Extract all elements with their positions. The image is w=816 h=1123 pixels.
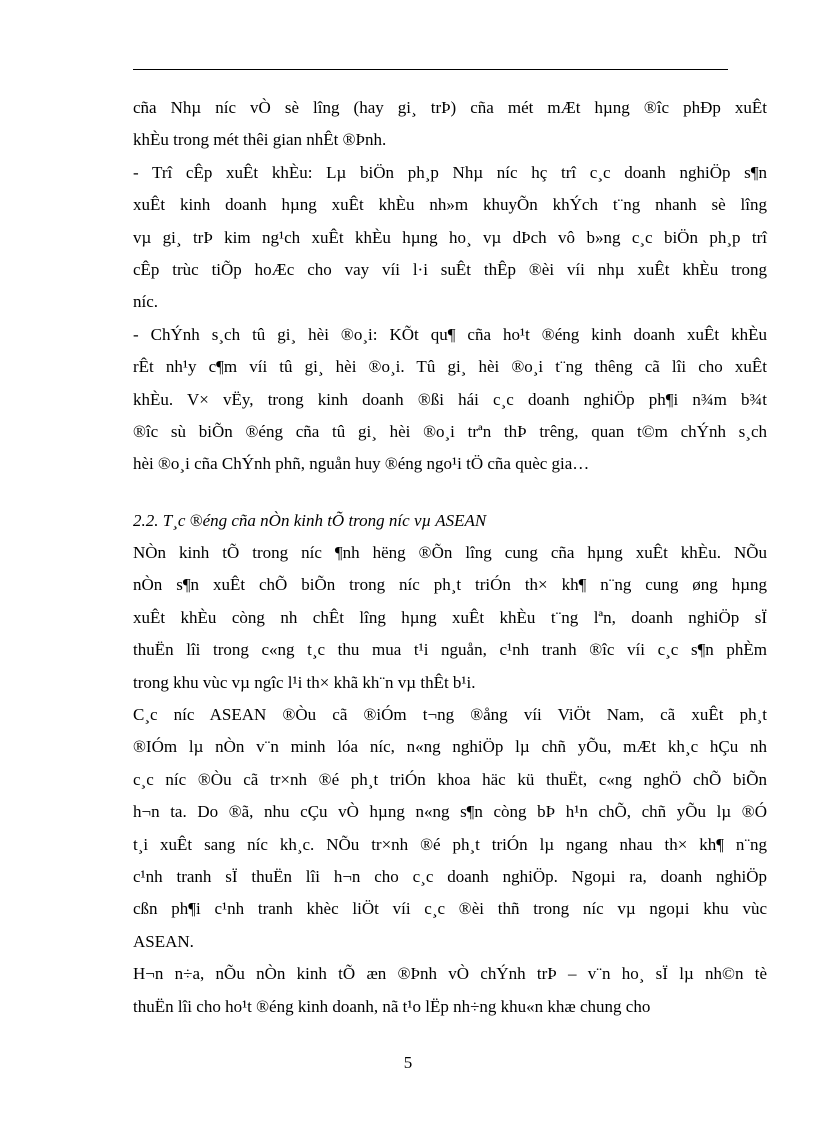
text-line: - Trî cÊp xuÊt khÈu: Lµ biÖn ph¸p Nhµ níc hç trî c¸c doanh nghiÖp s¶n <box>133 162 767 182</box>
text-line: trong khu vùc vµ ngîc l¹i th× khã kh¨n vµ thÊt b¹i. <box>133 672 476 692</box>
text-line: ASEAN. <box>133 931 194 951</box>
text-line: khÈu trong mét thêi gian nhÊt ®Þnh. <box>133 130 387 150</box>
paragraph <box>133 319 767 481</box>
text-line: cßn ph¶i c¹nh tranh khèc liÖt víi c¸c ®èi thñ trong níc vµ ngoµi khu vùc <box>133 899 767 919</box>
text-line: xuÊt kinh doanh hµng xuÊt khÈu nh»m khuyÕn khÝch t¨ng nhanh sè lîng <box>133 195 767 215</box>
text-line: c¸c níc ®Òu cã tr×nh ®é ph¸t triÓn khoa häc kü thuËt, c«ng nghÖ chÕ biÕn <box>133 769 767 789</box>
paragraph <box>133 537 767 699</box>
text-line: C¸c níc ASEAN ®Òu cã ®iÓm t¬ng ®ång víi ViÖt Nam, cã xuÊt ph¸t <box>133 705 767 725</box>
page-number: 5 <box>403 1053 413 1072</box>
text-line: cña Nhµ níc vÒ sè lîng (hay gi¸ trÞ) cña mét mÆt hµng ®îc phÐp xuÊt <box>133 98 767 117</box>
text-line: h¬n ta. Do ®ã, nhu cÇu vÒ hµng n«ng s¶n còng bÞ h¹n chÕ, chñ yÕu lµ ®Ó <box>133 802 767 822</box>
text-line: ®IÓm lµ nÒn v¨n minh lóa níc, n«ng nghiÖp lµ chñ yÕu, mÆt kh¸c hÇu nh <box>133 737 767 757</box>
text-line: vµ gi¸ trÞ kim ng¹ch xuÊt khÈu hµng ho¸ vµ dÞch vô b»ng c¸c biÖn ph¸p trî <box>133 227 767 247</box>
text-line: nÒn s¶n xuÊt chÕ biÕn trong níc ph¸t triÓn th× kh¶ n¨ng cung øng hµng <box>133 575 767 595</box>
paragraph <box>133 958 767 1023</box>
text-line: khÈu. V× vËy, trong kinh doanh ®ßi hái c¸c doanh nghiÖp ph¶i n¾m b¾t <box>133 389 767 409</box>
text-line: thuËn lîi cho ho¹t ®éng kinh doanh, nã t¹o lËp nh÷ng khu«n khæ chung cho <box>133 996 651 1016</box>
text-line: c¹nh tranh sÏ thuËn lîi h¬n cho c¸c doanh nghiÖp. Ngoµi ra, doanh nghiÖp <box>133 867 767 886</box>
text-line: hèi ®o¸i cña ChÝnh phñ, nguån huy ®éng ngo¹i tÖ cña quèc gia… <box>133 454 590 474</box>
text-line: xuÊt khÈu còng nh chÊt lîng hµng xuÊt khÈu t¨ng lªn, doanh nghiÖp sÏ <box>133 607 767 627</box>
text-line: t¸i xuÊt sang níc kh¸c. NÕu tr×nh ®é ph¸t triÓn lµ ngang nhau th× kh¶ n¨ng <box>133 834 767 854</box>
text-line: cÊp trùc tiÕp hoÆc cho vay víi l·i suÊt thÊp ®èi víi nhµ xuÊt khÈu trong <box>133 259 767 279</box>
text-line: NÒn kinh tÕ trong níc ¶nh hëng ®Õn lîng cung cña hµng xuÊt khÈu. NÕu <box>133 543 767 563</box>
paragraph <box>133 157 767 319</box>
paragraph <box>133 699 767 958</box>
section-heading: 2.2. T¸c ®éng cña nÒn kinh tÕ trong níc vµ ASEAN <box>133 510 487 530</box>
text-line: H¬n n÷a, nÕu nÒn kinh tÕ æn ®Þnh vÒ chÝnh trÞ – v¨n ho¸ sÏ lµ nh©n tè <box>133 964 767 984</box>
paragraph <box>133 92 767 157</box>
text-line: - ChÝnh s¸ch tû gi¸ hèi ®o¸i: KÕt qu¶ cña ho¹t ®éng kinh doanh xuÊt khÈu <box>133 324 767 344</box>
document-body <box>133 92 767 1023</box>
header-rule <box>133 69 728 70</box>
text-line: níc. <box>133 292 159 312</box>
text-line: thuËn lîi trong c«ng t¸c thu mua t¹i nguån, c¹nh tranh ®îc víi c¸c s¶n phÈm <box>133 640 767 660</box>
text-line: rÊt nh¹y c¶m víi tû gi¸ hèi ®o¸i. Tû gi¸ hèi ®o¸i t¨ng thêng cã lîi cho xuÊt <box>133 357 767 377</box>
text-line: ®îc sù biÕn ®éng cña tû gi¸ hèi ®o¸i trªn thÞ trêng, quan t©m chÝnh s¸ch <box>133 421 767 441</box>
